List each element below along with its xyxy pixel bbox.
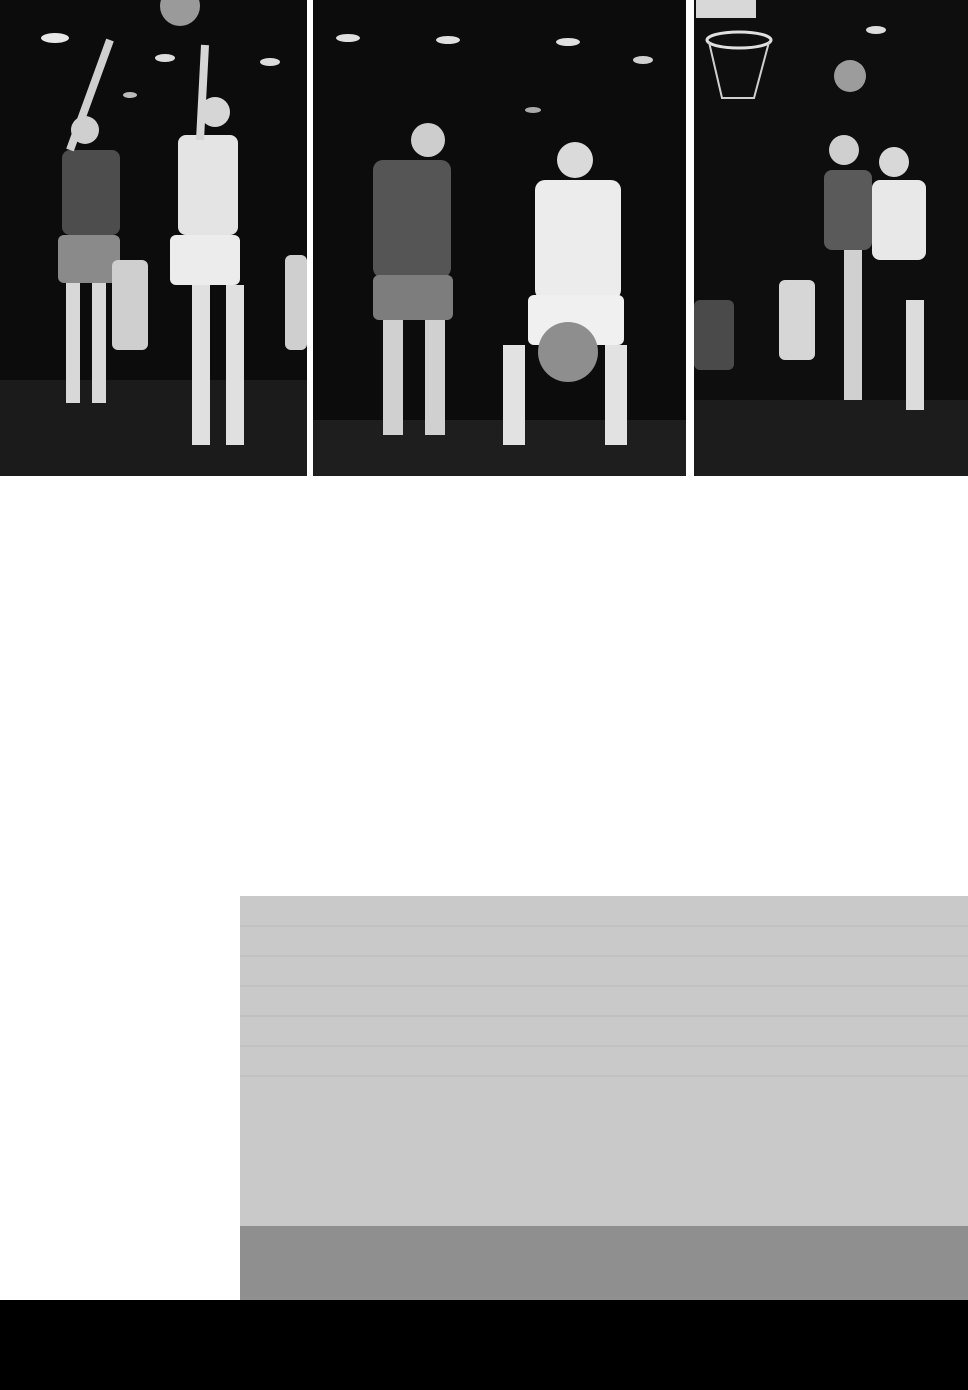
photo-morrill-shoots [0,0,307,476]
sophomore-team-photo [240,896,968,1300]
photo-hortenbach-rebounds [694,0,968,476]
basketball-photo-1 [0,0,307,476]
alamy-watermark-bar [0,1300,968,1390]
photo-berry-dribbles [313,0,686,476]
basketball-photo-3 [694,0,968,476]
basketball-photo-2 [313,0,686,476]
team-photo-image [240,896,968,1300]
